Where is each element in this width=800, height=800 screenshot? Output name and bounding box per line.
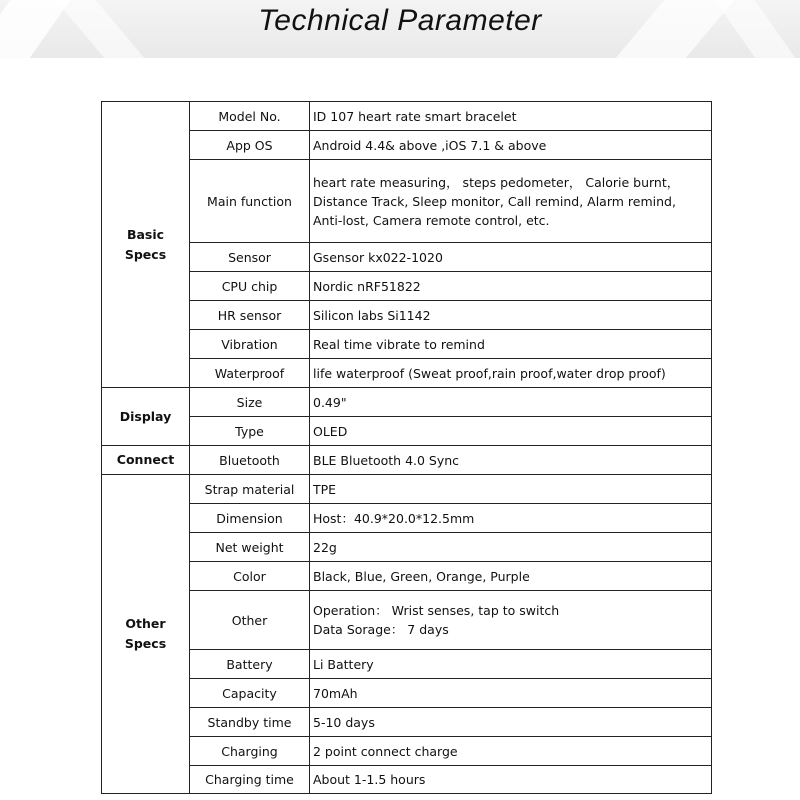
- row-label: HR sensor: [190, 301, 310, 330]
- table-row: [102, 301, 712, 330]
- row-label: Main function: [190, 160, 310, 243]
- group-label: Specs: [124, 246, 167, 262]
- table-row: [102, 388, 712, 417]
- table-row: [102, 650, 712, 679]
- row-value: 22g: [310, 533, 712, 562]
- value-line: Anti-lost, Camera remote control, etc.: [313, 212, 550, 228]
- table-row: [102, 359, 712, 388]
- row-value: 2 point connect charge: [310, 737, 712, 766]
- row-value: Gsensor kx022-1020: [310, 243, 712, 272]
- value-line: Data Sorage： 7 days: [313, 622, 449, 637]
- row-value: BLE Bluetooth 4.0 Sync: [310, 446, 712, 475]
- table-row: [102, 131, 712, 160]
- row-value: OLED: [310, 417, 712, 446]
- page-title: Technical Parameter: [258, 4, 542, 37]
- group-basic-specs: [102, 102, 190, 388]
- table-row: [102, 708, 712, 737]
- table-row: [102, 160, 712, 243]
- row-label: Vibration: [190, 330, 310, 359]
- group-label: Other: [125, 616, 166, 631]
- spec-table: [101, 101, 712, 794]
- row-label: Model No.: [190, 102, 310, 131]
- table-row: [102, 243, 712, 272]
- table-row: [102, 417, 712, 446]
- row-value: Real time vibrate to remind: [310, 330, 712, 359]
- group-display: Display: [102, 388, 190, 446]
- row-value: Android 4.4& above ,iOS 7.1 & above: [310, 131, 712, 160]
- row-label: Dimension: [190, 504, 310, 533]
- row-label: Standby time: [190, 708, 310, 737]
- row-value: life waterproof (Sweat proof,rain proof,water drop proof): [310, 359, 712, 388]
- row-value: [310, 591, 712, 650]
- row-label: Sensor: [190, 243, 310, 272]
- table-row: [102, 737, 712, 766]
- row-value: Silicon labs Si1142: [310, 301, 712, 330]
- value-line: Operation： Wrist senses, tap to switch: [313, 603, 560, 618]
- row-label: Charging: [190, 737, 310, 766]
- row-value: 0.49": [310, 388, 712, 417]
- row-label: Charging time: [190, 766, 310, 794]
- row-value: TPE: [310, 475, 712, 504]
- table-row: [102, 591, 712, 650]
- row-label: Bluetooth: [190, 446, 310, 475]
- row-label: Color: [190, 562, 310, 591]
- table-row: [102, 679, 712, 708]
- row-value: 5-10 days: [310, 708, 712, 737]
- table-row: [102, 504, 712, 533]
- value-line: Distance Track, Sleep monitor, Call remind, Alarm remind,: [313, 193, 676, 209]
- row-label: App OS: [190, 131, 310, 160]
- row-label: Capacity: [190, 679, 310, 708]
- row-label: Strap material: [190, 475, 310, 504]
- row-value: Host：40.9*20.0*12.5mm: [310, 504, 712, 533]
- row-value: 70mAh: [310, 679, 712, 708]
- table-row: [102, 102, 712, 131]
- table-row: [102, 330, 712, 359]
- table-row: [102, 475, 712, 504]
- row-value: Black, Blue, Green, Orange, Purple: [310, 562, 712, 591]
- group-label: Basic: [126, 226, 165, 242]
- group-other-specs: [102, 475, 190, 794]
- row-value: ID 107 heart rate smart bracelet: [310, 102, 712, 131]
- row-label: Type: [190, 417, 310, 446]
- row-label: Other: [190, 591, 310, 650]
- value-line: heart rate measuring， steps pedometer， Calorie burnt，: [313, 174, 680, 190]
- table-row: [102, 766, 712, 794]
- table-row: [102, 562, 712, 591]
- row-label: Battery: [190, 650, 310, 679]
- row-value: About 1-1.5 hours: [310, 766, 712, 794]
- row-label: CPU chip: [190, 272, 310, 301]
- row-label: Waterproof: [190, 359, 310, 388]
- row-label: Net weight: [190, 533, 310, 562]
- header-banner: [0, 0, 800, 58]
- row-value: [310, 160, 712, 243]
- row-label: Size: [190, 388, 310, 417]
- table-row: [102, 533, 712, 562]
- table-row: [102, 446, 712, 475]
- group-label: Specs: [124, 636, 167, 651]
- table-row: [102, 272, 712, 301]
- row-value: Nordic nRF51822: [310, 272, 712, 301]
- group-connect: Connect: [102, 446, 190, 475]
- row-value: Li Battery: [310, 650, 712, 679]
